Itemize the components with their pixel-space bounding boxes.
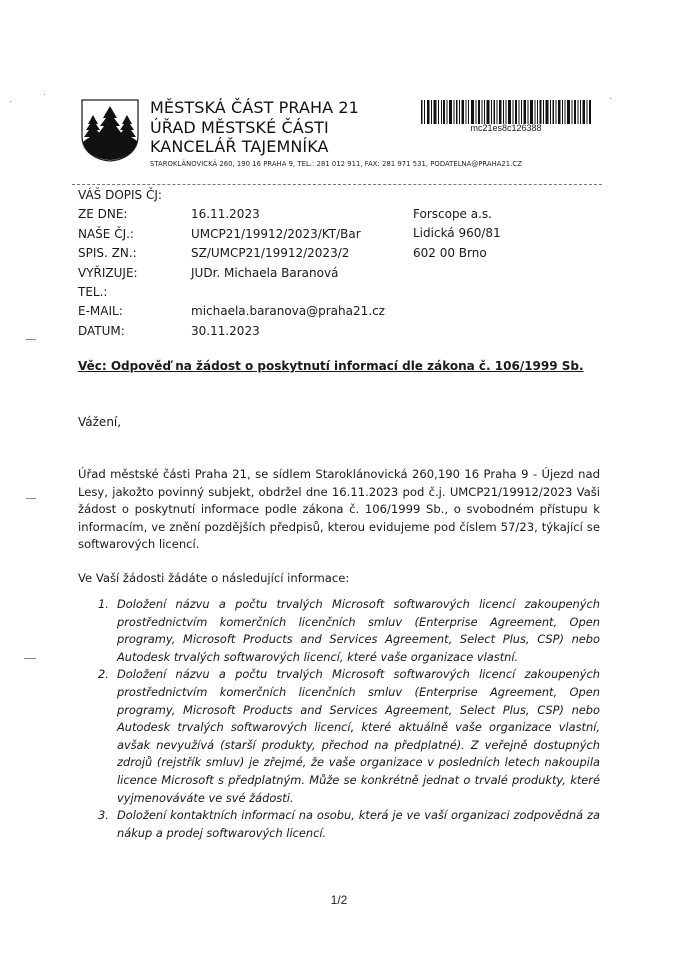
scan-speck bbox=[44, 94, 45, 95]
meta-value: UMCP21/19912/2023/KT/Bar bbox=[191, 226, 361, 241]
scan-speck bbox=[26, 339, 36, 340]
meta-label: SPIS. ZN.: bbox=[78, 246, 137, 261]
barcode-icon bbox=[421, 100, 591, 124]
meta-label: VYŘIZUJE: bbox=[78, 265, 138, 280]
recipient-name: Forscope a.s. bbox=[413, 207, 492, 221]
page-number: 1/2 bbox=[330, 893, 348, 907]
coat-of-arms-icon bbox=[80, 98, 140, 162]
meta-label: TEL.: bbox=[78, 284, 108, 299]
recipient-address bbox=[413, 205, 501, 263]
list-item-number: 2. bbox=[98, 667, 109, 682]
meta-value: 30.11.2023 bbox=[191, 323, 260, 338]
meta-label: VÁŠ DOPIS ČJ: bbox=[78, 188, 162, 202]
list-item-text: Doložení názvu a počtu trvalých Microsoft softwarových licencí zakoupených prostřednictvím komerčních licenčních smluv (Enterprise Agreement, Open programy, Microsoft Products and Services Agreement, Select Plus, CSP) nebo Autodesk trvalých softwarových licencí, které vaše organizace vlastní. bbox=[117, 597, 600, 664]
requested-information-list bbox=[78, 596, 600, 842]
barcode-number: mc21es8c126388 bbox=[470, 123, 542, 133]
scan-speck bbox=[610, 98, 611, 99]
list-item bbox=[78, 666, 600, 807]
salutation: Vážení, bbox=[78, 415, 122, 429]
meta-label: ZE DNE: bbox=[78, 207, 128, 222]
meta-value: JUDr. Michaela Baranová bbox=[191, 265, 339, 280]
body-paragraph-intro: Úřad městské části Praha 21, se sídlem Staroklánovická 260,190 16 Praha 9 - Újezd nad Lesy, jakožto povinný subjekt, obdržel dne 16.11.2023 pod č.j. UMCP21/19912/2023 Vaši žádost o poskytnutí informace podle zákona č. 106/1999 Sb., o svobodném přístupu k informacím, ve znění pozdějších předpisů, kterou evidujeme pod číslem 57/23, týkající se softwarových licencí. bbox=[78, 467, 600, 552]
meta-value: SZ/UMCP21/19912/2023/2 bbox=[191, 246, 350, 261]
scan-speck bbox=[26, 498, 36, 499]
scan-speck bbox=[24, 658, 36, 659]
recipient-city: 602 00 Brno bbox=[413, 245, 487, 260]
list-item-text: Doložení kontaktních informací na osobu, která je ve vaší organizaci zodpovědná za nákup a prodej softwarových licencí. bbox=[117, 808, 600, 840]
body-paragraph-request: Ve Vaší žádosti žádáte o následující informace: bbox=[78, 571, 350, 585]
recipient-street: Lidická 960/81 bbox=[413, 226, 501, 241]
list-item-number: 3. bbox=[98, 808, 109, 823]
org-office: ÚŘAD MĚSTSKÉ ČÁSTI bbox=[150, 117, 329, 137]
meta-label: DATUM: bbox=[78, 323, 125, 338]
scan-speck bbox=[10, 101, 11, 102]
list-item bbox=[78, 596, 600, 666]
meta-value: michaela.baranova@praha21.cz bbox=[191, 304, 385, 319]
meta-value: 16.11.2023 bbox=[191, 207, 260, 222]
list-item-number: 1. bbox=[98, 597, 109, 611]
subject-line: Věc: Odpověď na žádost o poskytnutí informací dle zákona č. 106/1999 Sb. bbox=[78, 359, 584, 373]
list-item bbox=[78, 807, 600, 842]
meta-label: NAŠE ČJ.: bbox=[78, 226, 134, 241]
org-name: MĚSTSKÁ ČÁST PRAHA 21 bbox=[150, 98, 359, 117]
header-divider bbox=[72, 184, 602, 185]
meta-label: E-MAIL: bbox=[78, 304, 123, 319]
list-item-text: Doložení názvu a počtu trvalých Microsoft softwarových licencí zakoupených prostřednictvím komerčních licenčních smluv (Enterprise Agreement, Open programy, Microsoft Products and Services Agreement, Select Plus, CSP) nebo Autodesk trvalých softwarových licencí, které aktuálně vaše organizace vlastní, avšak nevyužívá (starší produkty, přechod na předplatné). Z veřejně dostupných zdrojů (rejstřík smluv) je zřejmé, že vaše organizace v posledních letech nakoupila licence Microsoft s předplatným. Může se konkrétně jednat o trvalé produkty, které vyjmenováváte ve své žádosti. bbox=[117, 667, 600, 805]
org-address: STAROKLÁNOVICKÁ 260, 190 16 PRAHA 9, TEL.: 281 012 911, FAX: 281 971 531, PODATELNA@PRAHA21.CZ bbox=[150, 159, 522, 168]
org-department: KANCELÁŘ TAJEMNÍKA bbox=[150, 137, 329, 156]
